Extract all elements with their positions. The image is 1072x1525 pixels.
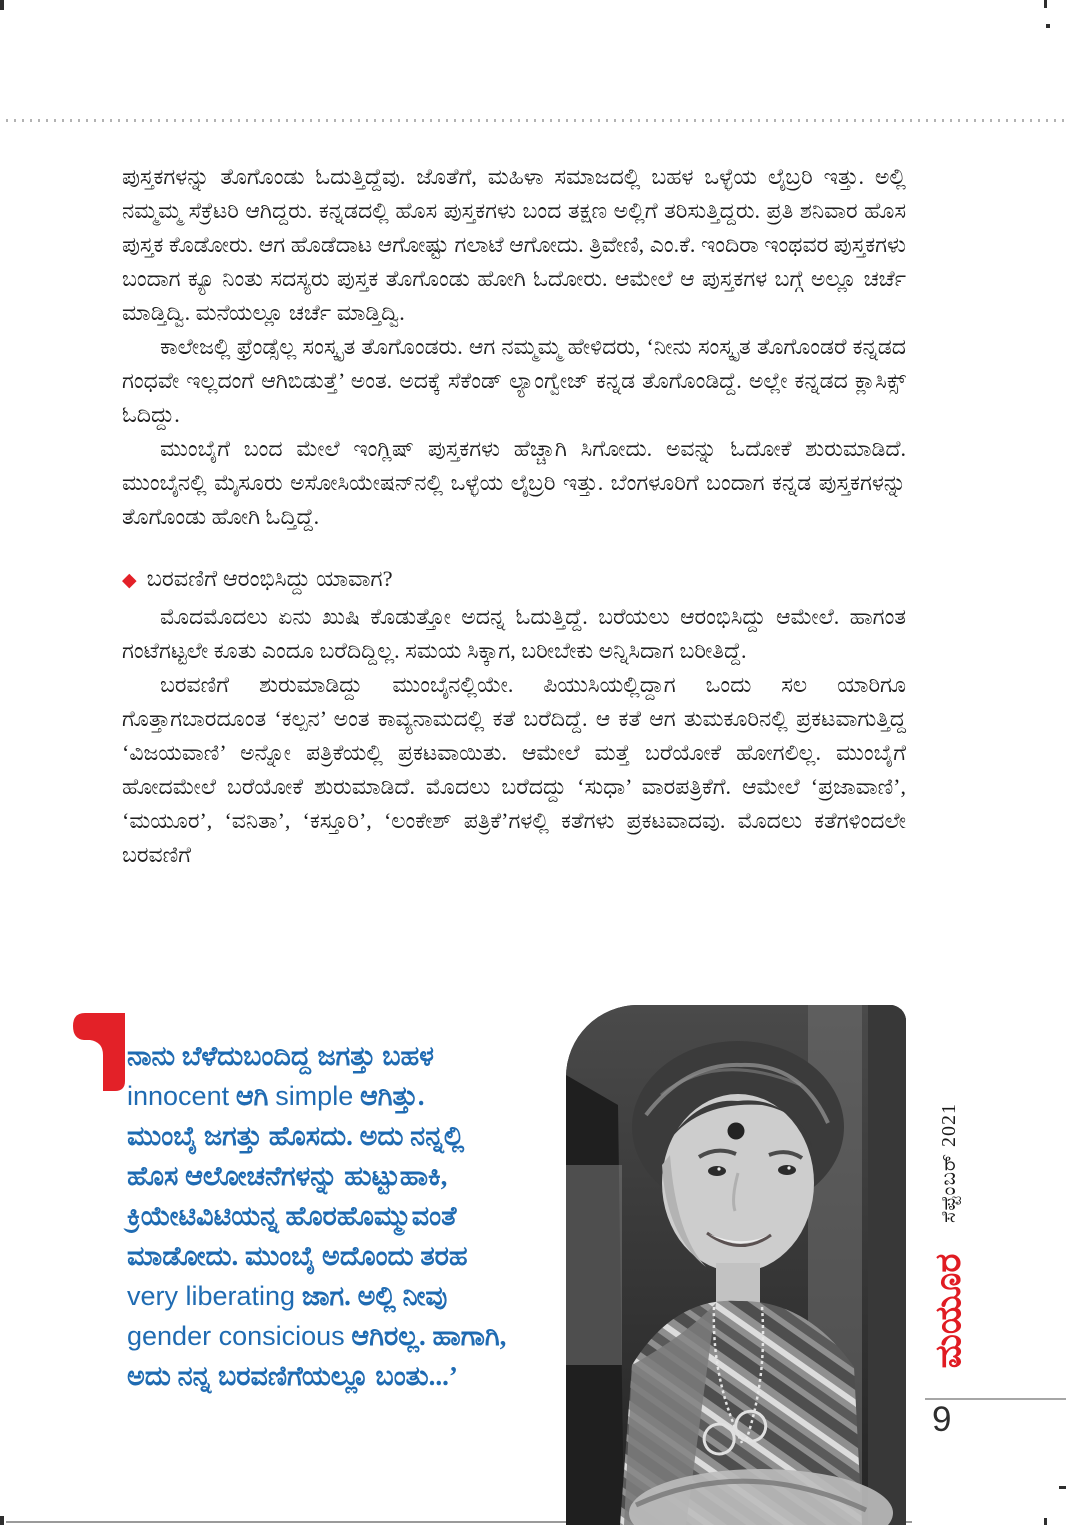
portrait-photo xyxy=(566,1005,906,1525)
crop-mark-top-left xyxy=(0,0,4,10)
page-number: 9 xyxy=(932,1400,952,1439)
interview-question-text: ಬರವಣಿಗೆ ಆರಂಭಿಸಿದ್ದು ಯಾವಾಗ? xyxy=(146,566,393,591)
crop-mark-bottom-right xyxy=(1044,1518,1047,1525)
crop-mark-top-right xyxy=(1044,0,1047,8)
issue-date: ಸೆಪ್ಟೆಂಬರ್ 2021 xyxy=(938,1103,960,1223)
pull-quote-line: innocent ಆಗಿ simple ಆಗಿತ್ತು. xyxy=(127,1081,425,1111)
open-quote-icon xyxy=(73,1013,125,1096)
pull-quote-line: gender consicious ಆಗಿರಲ್ಲ. ಹಾಗಾಗಿ, xyxy=(127,1321,507,1351)
pull-quote-line: ನಾನು ಬೆಳೆದುಬಂದಿದ್ದ ಜಗತ್ತು ಬಹಳ xyxy=(127,1041,434,1071)
intro-paragraphs xyxy=(122,160,906,534)
pull-quote-line: ಮುಂಬೈ ಜಗತ್ತು ಹೊಸದು. ಅದು ನನ್ನಲ್ಲಿ xyxy=(127,1121,465,1151)
body-paragraph: ಕಾಲೇಜಲ್ಲಿ ಫ್ರೆಂಡ್ಸೆಲ್ಲ ಸಂಸ್ಕೃತ ತೊಗೊಂಡರು. ಆಗ ನಮ್ಮಮ್ಮ ಹೇಳಿದರು, ‘ನೀನು ಸಂಸ್ಕೃತ ತೊಗೊಂಡರೆ ಕನ್ನಡದ ಗಂಧವೇ ಇಲ್ಲದಂಗೆ ಆಗಿಬಿಡುತ್ತೆ’ ಅಂತ. ಅದಕ್ಕೆ ಸೆಕೆಂಡ್ ಲ್ಯಾಂಗ್ವೇಜ್ ಕನ್ನಡ ತೊಗೊಂಡಿದ್ದೆ. ಅಲ್ಲೇ ಕನ್ನಡದ ಕ್ಲಾಸಿಕ್ಸ್ ಓದಿದ್ದು. xyxy=(122,334,906,427)
body-paragraph: ಮುಂಬೈಗೆ ಬಂದ ಮೇಲೆ ಇಂಗ್ಲಿಷ್ ಪುಸ್ತಕಗಳು ಹೆಚ್ಚಾಗಿ ಸಿಗೋದು. ಅವನ್ನು ಓದೋಕೆ ಶುರುಮಾಡಿದೆ. ಮುಂಬೈನಲ್ಲಿ ಮೈಸೂರು ಅಸೋಸಿಯೇಷನ್‌ನಲ್ಲಿ ಒಳ್ಳೆಯ ಲೈಬ್ರರಿ ಇತ್ತು. ಬೆಂಗಳೂರಿಗೆ ಬಂದಾಗ ಕನ್ನಡ ಪುಸ್ತಕಗಳನ್ನು ತೊಗೊಂಡು ಹೋಗಿ ಓದ್ತಿದ್ದೆ. xyxy=(122,436,906,529)
pull-quote-line: ಹೊಸ ಆಲೋಚನೆಗಳನ್ನು ಹುಟ್ಟುಹಾಕಿ, xyxy=(127,1161,448,1191)
pull-quote xyxy=(127,1036,565,1396)
body-paragraph: ಪುಸ್ತಕಗಳನ್ನು ತೊಗೊಂಡು ಓದುತ್ತಿದ್ದೆವು. ಜೊತೆಗೆ, ಮಹಿಳಾ ಸಮಾಜದಲ್ಲಿ ಬಹಳ ಒಳ್ಳೆಯ ಲೈಬ್ರರಿ ಇತ್ತು. ಅಲ್ಲಿ ನಮ್ಮಮ್ಮ ಸೆಕ್ರೆಟರಿ ಆಗಿದ್ದರು. ಕನ್ನಡದಲ್ಲಿ ಹೊಸ ಪುಸ್ತಕಗಳು ಬಂದ ತಕ್ಷಣ ಅಲ್ಲಿಗೆ ತರಿಸುತ್ತಿದ್ದರು. ಪ್ರತಿ ಶನಿವಾರ ಹೊಸ ಪುಸ್ತಕ ಕೊಡೋರು. ಆಗ ಹೊಡೆದಾಟ ಆಗೋಷ್ಟು ಗಲಾಟೆ ಆಗೋದು. ತ್ರಿವೇಣಿ, ಎಂ.ಕೆ. ಇಂದಿರಾ ಇಂಥವರ ಪುಸ್ತಕಗಳು ಬಂದಾಗ ಕ್ಯೂ ನಿಂತು ಸದಸ್ಯರು ಪುಸ್ತಕ ತೊಗೊಂಡು ಹೋಗಿ ಓದೋರು. ಆಮೇಲೆ ಆ ಪುಸ್ತಕಗಳ ಬಗ್ಗೆ ಅಲ್ಲೂ ಚರ್ಚೆ ಮಾಡ್ತಿದ್ವಿ. ಮನೆಯಲ್ಲೂ ಚರ್ಚೆ ಮಾಡ್ತಿದ್ವಿ. xyxy=(122,164,906,325)
body-paragraph: ಮೊದಮೊದಲು ಏನು ಖುಷಿ ಕೊಡುತ್ತೋ ಅದನ್ನ ಓದುತ್ತಿದ್ದೆ. ಬರೆಯಲು ಆರಂಭಿಸಿದ್ದು ಆಮೇಲೆ. ಹಾಗಂತ ಗಂಟೆಗಟ್ಟಲೇ ಕೂತು ಎಂದೂ ಬರೆದಿದ್ದಿಲ್ಲ. ಸಮಯ ಸಿಕ್ಕಾಗ, ಬರೀಬೇಕು ಅನ್ನಿಸಿದಾಗ ಬರೀತಿದ್ದೆ. xyxy=(122,604,906,663)
pull-quote-line: ಮಾಡೋದು. ಮುಂಬೈ ಅದೊಂದು ತರಹ xyxy=(127,1241,468,1271)
article-body xyxy=(122,160,906,872)
diamond-bullet-icon: ◆ xyxy=(122,568,137,591)
pull-quote-line: ಅದು ನನ್ನ ಬರವಣಿಗೆಯಲ್ಲೂ ಬಂತು...’ xyxy=(127,1361,458,1391)
crop-mark-dash xyxy=(1059,1486,1066,1489)
pull-quote-line: ಕ್ರಿಯೇಟಿವಿಟಿಯನ್ನ ಹೊರಹೊಮ್ಮುವಂತೆ xyxy=(127,1201,457,1231)
interview-question xyxy=(122,562,906,596)
answer-paragraphs xyxy=(122,600,906,872)
body-paragraph: ಬರವಣಿಗೆ ಶುರುಮಾಡಿದ್ದು ಮುಂಬೈನಲ್ಲಿಯೇ. ಪಿಯುಸಿಯಲ್ಲಿದ್ದಾಗ ಒಂದು ಸಲ ಯಾರಿಗೂ ಗೊತ್ತಾಗಬಾರದೂಂತ ‘ಕಲ್ಪನ’ ಅಂತ ಕಾವ್ಯನಾಮದಲ್ಲಿ ಕತೆ ಬರೆದಿದ್ದೆ. ಆ ಕತೆ ಆಗ ತುಮಕೂರಿನಲ್ಲಿ ಪ್ರಕಟವಾಗುತ್ತಿದ್ದ ‘ವಿಜಯವಾಣಿ’ ಅನ್ನೋ ಪತ್ರಿಕೆಯಲ್ಲಿ ಪ್ರಕಟವಾಯಿತು. ಆಮೇಲೆ ಮತ್ತೆ ಬರೆಯೋಕೆ ಹೋಗಲಿಲ್ಲ. ಮುಂಬೈಗೆ ಹೋದಮೇಲೆ ಬರೆಯೋಕೆ ಶುರುಮಾಡಿದೆ. ಮೊದಲು ಬರೆದದ್ದು ‘ಸುಧಾ’ ವಾರಪತ್ರಿಕೆಗೆ. ಆಮೇಲೆ ‘ಪ್ರಜಾವಾಣಿ’, ‘ಮಯೂರ’, ‘ವನಿತಾ’, ‘ಕಸ್ತೂರಿ’, ‘ಲಂಕೇಶ್ ಪತ್ರಿಕೆ’ಗಳಲ್ಲಿ ಕತೆಗಳು ಪ್ರಕಟವಾದವು. ಮೊದಲು ಕತೆಗಳಿಂದಲೇ ಬರವಣಿಗೆ xyxy=(122,672,906,867)
portrait-photo-graphic xyxy=(566,1005,906,1525)
pull-quote-line: very liberating ಜಾಗ. ಅಲ್ಲಿ ನೀವು xyxy=(127,1281,448,1311)
top-dotted-rule xyxy=(6,119,1066,122)
magazine-logo: ಮಯೂರ xyxy=(928,1253,968,1369)
crop-mark-bottom-left xyxy=(0,1516,4,1525)
crop-mark-dot xyxy=(1046,24,1050,28)
